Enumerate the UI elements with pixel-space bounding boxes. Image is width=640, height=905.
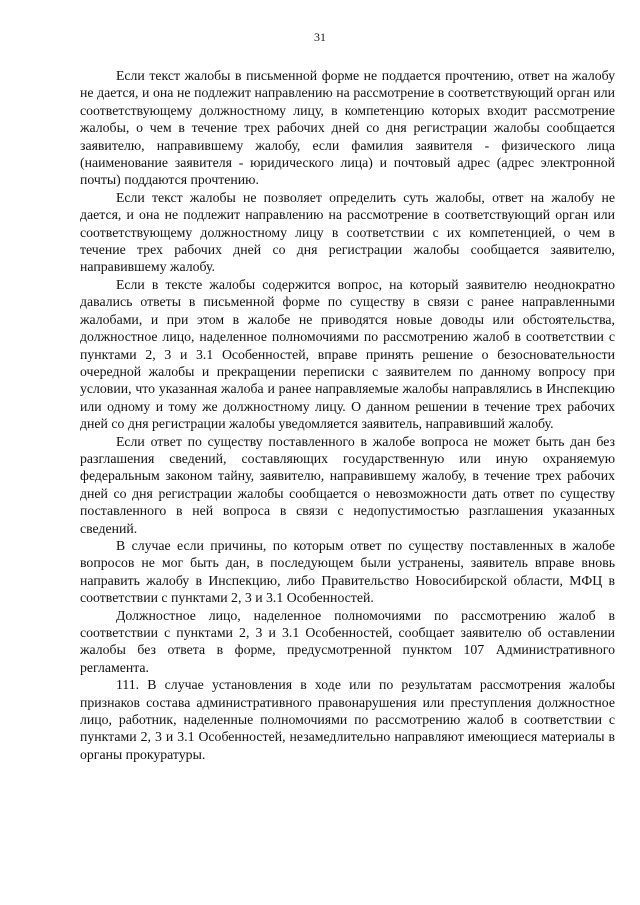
paragraph-repeated-question: Если в тексте жалобы содержится вопрос, на который заявителю неоднократно давались ответы в письменной форме по существу в связи с ранее направленными жалобами, и при этом в жалобе не приводятся новые доводы или обстоятельства, должностное лицо, наделенное полномочиями по рассмотрению жалоб в соответствии с пунктами 2, 3 и 3.1 Особенностей, вправе принять решение о безосновательности очередной жалобы и прекращении переписки с заявителем по данному вопросу при условии, что указанная жалоба и ранее направляемые жалобы направлялись в Инспекцию или одному и тому же должностному лицу. О данном решении в течение трех рабочих дней со дня регистрации жалобы уведомляется заявитель, направивший жалобу. [80,276,615,432]
paragraph-leaving-without-answer: Должностное лицо, наделенное полномочиями по рассмотрению жалоб в соответствии с пунктами 2, 3 и 3.1 Особенностей, сообщает заявителю об оставлении жалобы без ответа в форме, предусмотренной пунктом 107 Административного регламента. [80,607,615,675]
page-number: 31 [314,30,326,44]
paragraph-unreadable-text: Если текст жалобы в письменной форме не поддается прочтению, ответ на жалобу не дается, и она не подлежит направлению на рассмотрение в соответствующий орган или соответствующему должностному лицу, в компетенцию которых входит рассмотрение жалобы, о чем в течение трех рабочих дней со дня регистрации жалобы сообщается заявителю, направившему жалобу, если фамилия заявителя - физического лица (наименование заявителя - юридического лица) и почтовый адрес (адрес электронной почты) поддаются прочтению. [80,68,615,188]
paragraph-reasons-eliminated: В случае если причины, по которым ответ по существу поставленных в жалобе вопросов не мог быть дан, в последующем были устранены, заявитель вправе вновь направить жалобу в Инспекцию, либо Правительство Новосибирской области, МФЦ в соответствии с пунктами 2, 3 и 3.1 Особенностей. [80,537,615,606]
paragraph-undefined-essence: Если текст жалобы не позволяет определить суть жалобы, ответ на жалобу не дается, и она не подлежит направлению на рассмотрение в соответствующий орган или соответствующему должностному лицу в соответствии с их компетенцией, о чем в течение трех рабочих дней со дня регистрации жалобы сообщается заявителю, направившему жалобу. [80,189,615,275]
paragraph-state-secret: Если ответ по существу поставленного в жалобе вопроса не может быть дан без разглашения сведений, составляющих государственную или иную охраняемую федеральным законом тайну, заявителю, направившему жалобу, в течение трех рабочих дней со дня регистрации жалобы сообщается о невозможности дать ответ по существу поставленного в ней вопроса в связи с недопустимостью разглашения указанных сведений. [80,433,615,536]
paragraph-item-111: 111. В случае установления в ходе или по результатам рассмотрения жалобы признаков состава административного правонарушения или преступления должностное лицо, работник, наделенные полномочиями по рассмотрению жалоб в соответствии с пунктами 2, 3 и 3.1 Особенностей, незамедлительно направляют имеющиеся материалы в органы прокуратуры. [80,677,615,762]
body-text [80,67,615,763]
